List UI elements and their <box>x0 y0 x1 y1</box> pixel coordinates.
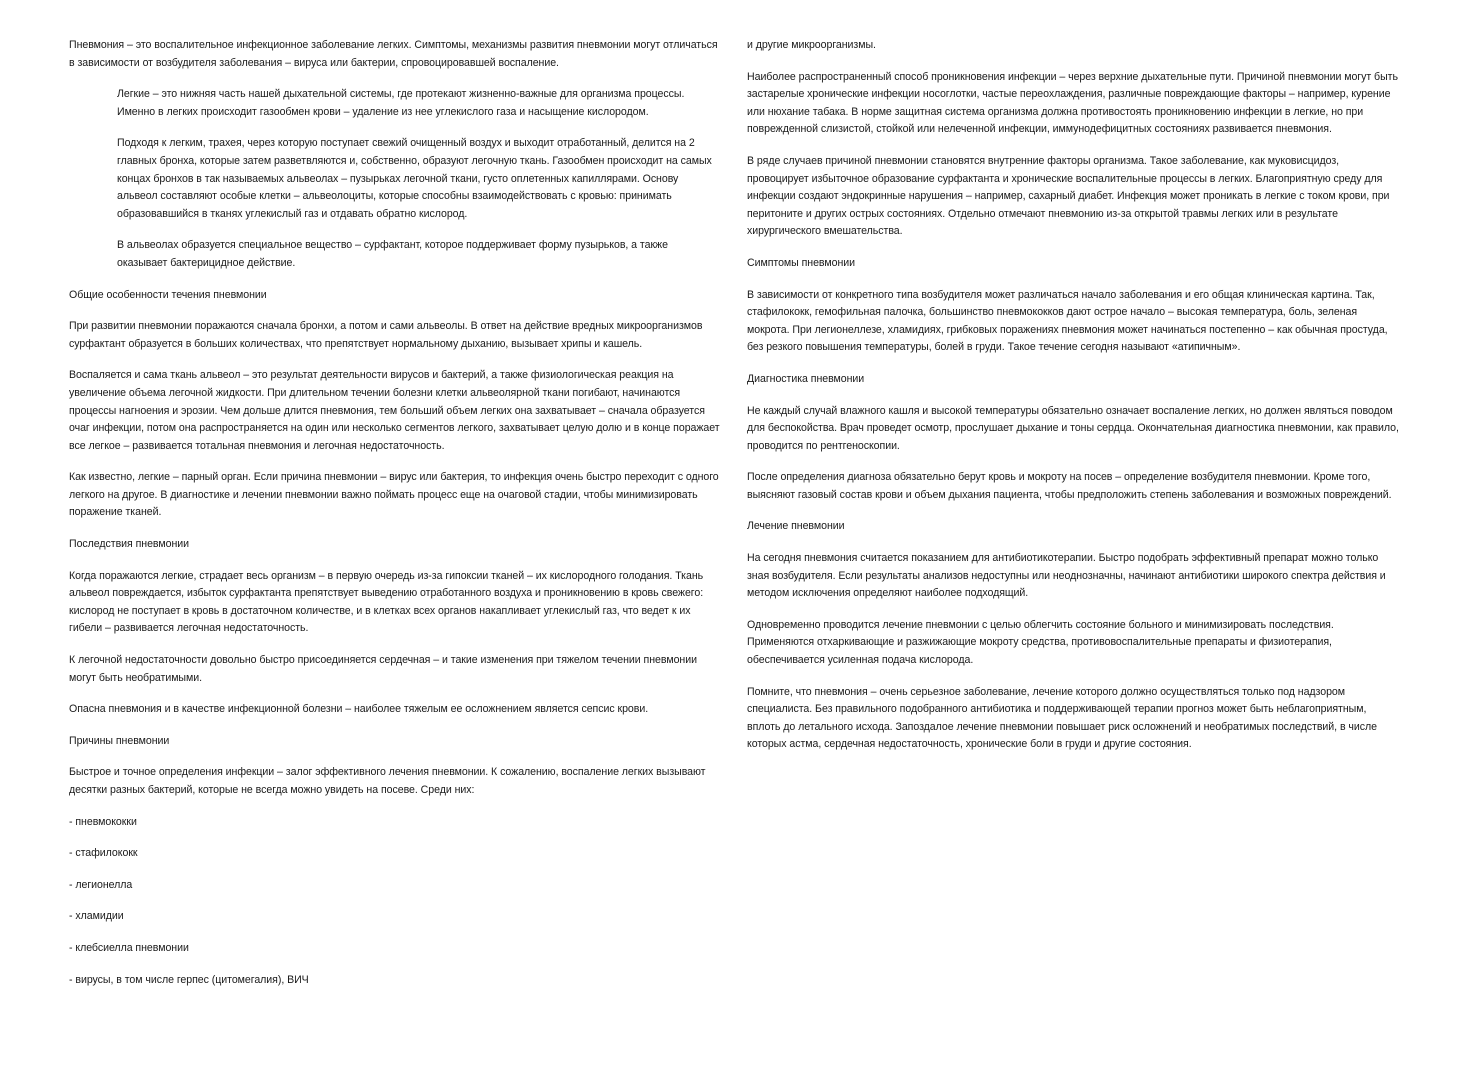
right-column <box>747 37 1399 768</box>
paragraph: Не каждый случай влажного кашля и высокой температуры обязательно означает воспаление легких, но должен являться поводом для беспокойства. Врач проведет осмотр, прослушает дыхание и тоны сердца. Окончательная диагностика пневмонии, как правило, проводится по рентгеноскопии. <box>747 404 1399 452</box>
intro-paragraph: Пневмония – это воспалительное инфекционное заболевание легких. Симптомы, механизмы развития пневмонии могут отличаться в зависимости от возбудителя заболевания – вируса или бактерии, спровоцировавшей воспаление. <box>69 39 718 69</box>
section-heading-consequences: Последствия пневмонии <box>69 538 189 551</box>
section-heading-general: Общие особенности течения пневмонии <box>69 288 267 301</box>
indented-paragraph: Подходя к легким, трахея, через которую поступает свежий очищенный воздух и выходит отработанный, делится на 2 главных бронха, которые затем разветвляются и, собственно, образуют легочную ткань. Газообмен происходит на самых концах бронхов в так называемых альвеолах – пузырьках легочной ткани, густо оплетенных капиллярами. Основу альвеол составляют особые клетки – альвеолоциты, которые способны взаимодействовать с кровью: принимать образовавшийся в тканях углекислый газ и отдавать обратно кислород. <box>117 137 712 220</box>
paragraph: Как известно, легкие – парный орган. Если причина пневмонии – вирус или бактерия, то инфекция очень быстро переходит с одного легкого на другое. В диагностике и лечении пневмонии важно поймать процесс еще на очаговой стадии, чтобы минимизировать поражение тканей. <box>69 471 719 519</box>
indented-paragraph: Легкие – это нижняя часть нашей дыхательной системы, где протекают жизненно-важные для организма процессы. Именно в легких происходит газообмен крови – удаление из нее углекислого газа и насыщение кислородом. <box>117 88 685 118</box>
list-item: - легионелла <box>69 878 133 891</box>
list-item: - клебсиелла пневмонии <box>69 941 189 954</box>
section-heading-diagnostics: Диагностика пневмонии <box>747 372 865 385</box>
list-item: - стафилококк <box>69 847 138 860</box>
paragraph: На сегодня пневмония считается показанием для антибиотикотерапии. Быстро подобрать эффективный препарат можно только зная возбудителя. Если результаты анализов недоступны или неоднозначны, начинают антибиотики широкого спектра действия и методом исключения определяют наиболее подходящий. <box>747 552 1386 600</box>
left-column <box>69 37 721 1003</box>
paragraph: Воспаляется и сама ткань альвеол – это результат деятельности вирусов и бактерий, а также физиологическая реакция на увеличение объема легочной жидкости. При длительном течении болезни клетки альвеолярной ткани погибают, начинаются процессы нагноения и эрозии. Чем дольше длится пневмония, тем больший объем легких она захватывает – сначала образуется очаг инфекции, потом она распространяется на один или несколько сегментов легкого, захватывает целую долю и в конце поражает все легкое – развивается тотальная пневмония и легочная недостаточность. <box>69 369 720 452</box>
paragraph: В ряде случаев причиной пневмонии становятся внутренние факторы организма. Такое заболевание, как муковисцидоз, провоцирует избыточное образование сурфактанта и хронические воспалительные процессы в легких. Благоприятную среду для инфекции создают эндокринные нарушения – например, сахарный диабет. Инфекция может проникать в легкие с током крови, при перитоните и других острых состояниях. Отдельно отмечают пневмонию из-за открытой травмы легких или в результате хирургического вмешательства. <box>747 154 1390 238</box>
paragraph: При развитии пневмонии поражаются сначала бронхи, а потом и сами альвеолы. В ответ на действие вредных микроорганизмов сурфактант образуется в больших количествах, что препятствует нормальному дыханию, вызывает хрипы и кашель. <box>69 320 703 350</box>
paragraph: и другие микроорганизмы. <box>747 39 876 51</box>
paragraph: Быстрое и точное определения инфекции – залог эффективного лечения пневмонии. К сожалению, воспаление легких вызывают десятки разных бактерий, которые не всегда можно увидеть на посеве. Среди них: <box>69 766 706 796</box>
list-item: - хламидии <box>69 910 124 923</box>
paragraph: Когда поражаются легкие, страдает весь организм – в первую очередь из-за гипоксии тканей – их кислородного голодания. Ткань альвеол повреждается, избыток сурфактанта препятствует выведению отработанного воздуха и проникновению в кровь свежего: кислород не поступает в кровь в достаточном количестве, и в клетках всех органов накапливает углекислый газ, что ведет к их гибели – развивается легочная недостаточность. <box>69 569 704 635</box>
paragraph: Наиболее распространенный способ проникновения инфекции – через верхние дыхательные пути. Причиной пневмонии могут быть застарелые хронические инфекции носоглотки, частые переохлаждения, различные повреждающие факторы – например, курение или нюхание табака. В норме защитная система организма должна противостоять проникновению инфекции в легкие, но при поврежденной слизистой, стойкой или нелеченной инфекции, иммунодефицитных состояниях развивается пневмония. <box>747 70 1398 136</box>
list-item: - пневмококки <box>69 815 137 828</box>
section-heading-symptoms: Симптомы пневмонии <box>747 256 856 269</box>
paragraph: После определения диагноза обязательно берут кровь и мокроту на посев – определение возбудителя пневмонии. Кроме того, выясняют газовый состав крови и объем дыхания пациента, чтобы предположить степень заболевания и возможных повреждений. <box>747 471 1392 501</box>
paragraph: Помните, что пневмония – очень серьезное заболевание, лечение которого должно осуществляться только под надзором специалиста. Без правильного подобранного антибиотика и поддерживающей терапии прогноз может быть неблагоприятным, вплоть до летального исхода. Запоздалое лечение пневмонии повышает риск осложнений и необратимых последствий, в числе которых астма, сердечная недостаточность, хронические боли в груди и другие состояния. <box>747 685 1377 751</box>
paragraph: Одновременно проводится лечение пневмонии с целью облегчить состояние больного и минимизировать последствия. Применяются отхаркивающие и разжижающие мокроту средства, противовоспалительные препараты и физиотерапия, обеспечивается усиленная подача кислорода. <box>747 618 1334 667</box>
paragraph: К легочной недостаточности довольно быстро присоединяется сердечная – и такие изменения при тяжелом течении пневмонии могут быть необратимыми. <box>69 654 697 684</box>
section-heading-causes: Причины пневмонии <box>69 734 170 747</box>
indented-paragraph: В альвеолах образуется специальное вещество – сурфактант, которое поддерживает форму пузырьков, а также оказывает бактерицидное действие. <box>117 239 668 269</box>
section-heading-treatment: Лечение пневмонии <box>747 520 845 533</box>
paragraph: Опасна пневмония и в качестве инфекционной болезни – наиболее тяжелым ее осложнением является сепсис крови. <box>69 703 649 716</box>
list-item: - вирусы, в том числе герпес (цитомегалия), ВИЧ <box>69 973 309 986</box>
paragraph: В зависимости от конкретного типа возбудителя может различаться начало заболевания и его общая клиническая картина. Так, стафилококк, гемофильная палочка, большинство пневмококков дают острое начало – высокая температура, боль, зеленая мокрота. При легионеллезе, хламидиях, грибковых поражениях пневмония может начинаться постепенно – как обычная простуда, без резкого повышения температуры, болей в груди. Такое течение сегодня называют «атипичным». <box>747 288 1388 354</box>
